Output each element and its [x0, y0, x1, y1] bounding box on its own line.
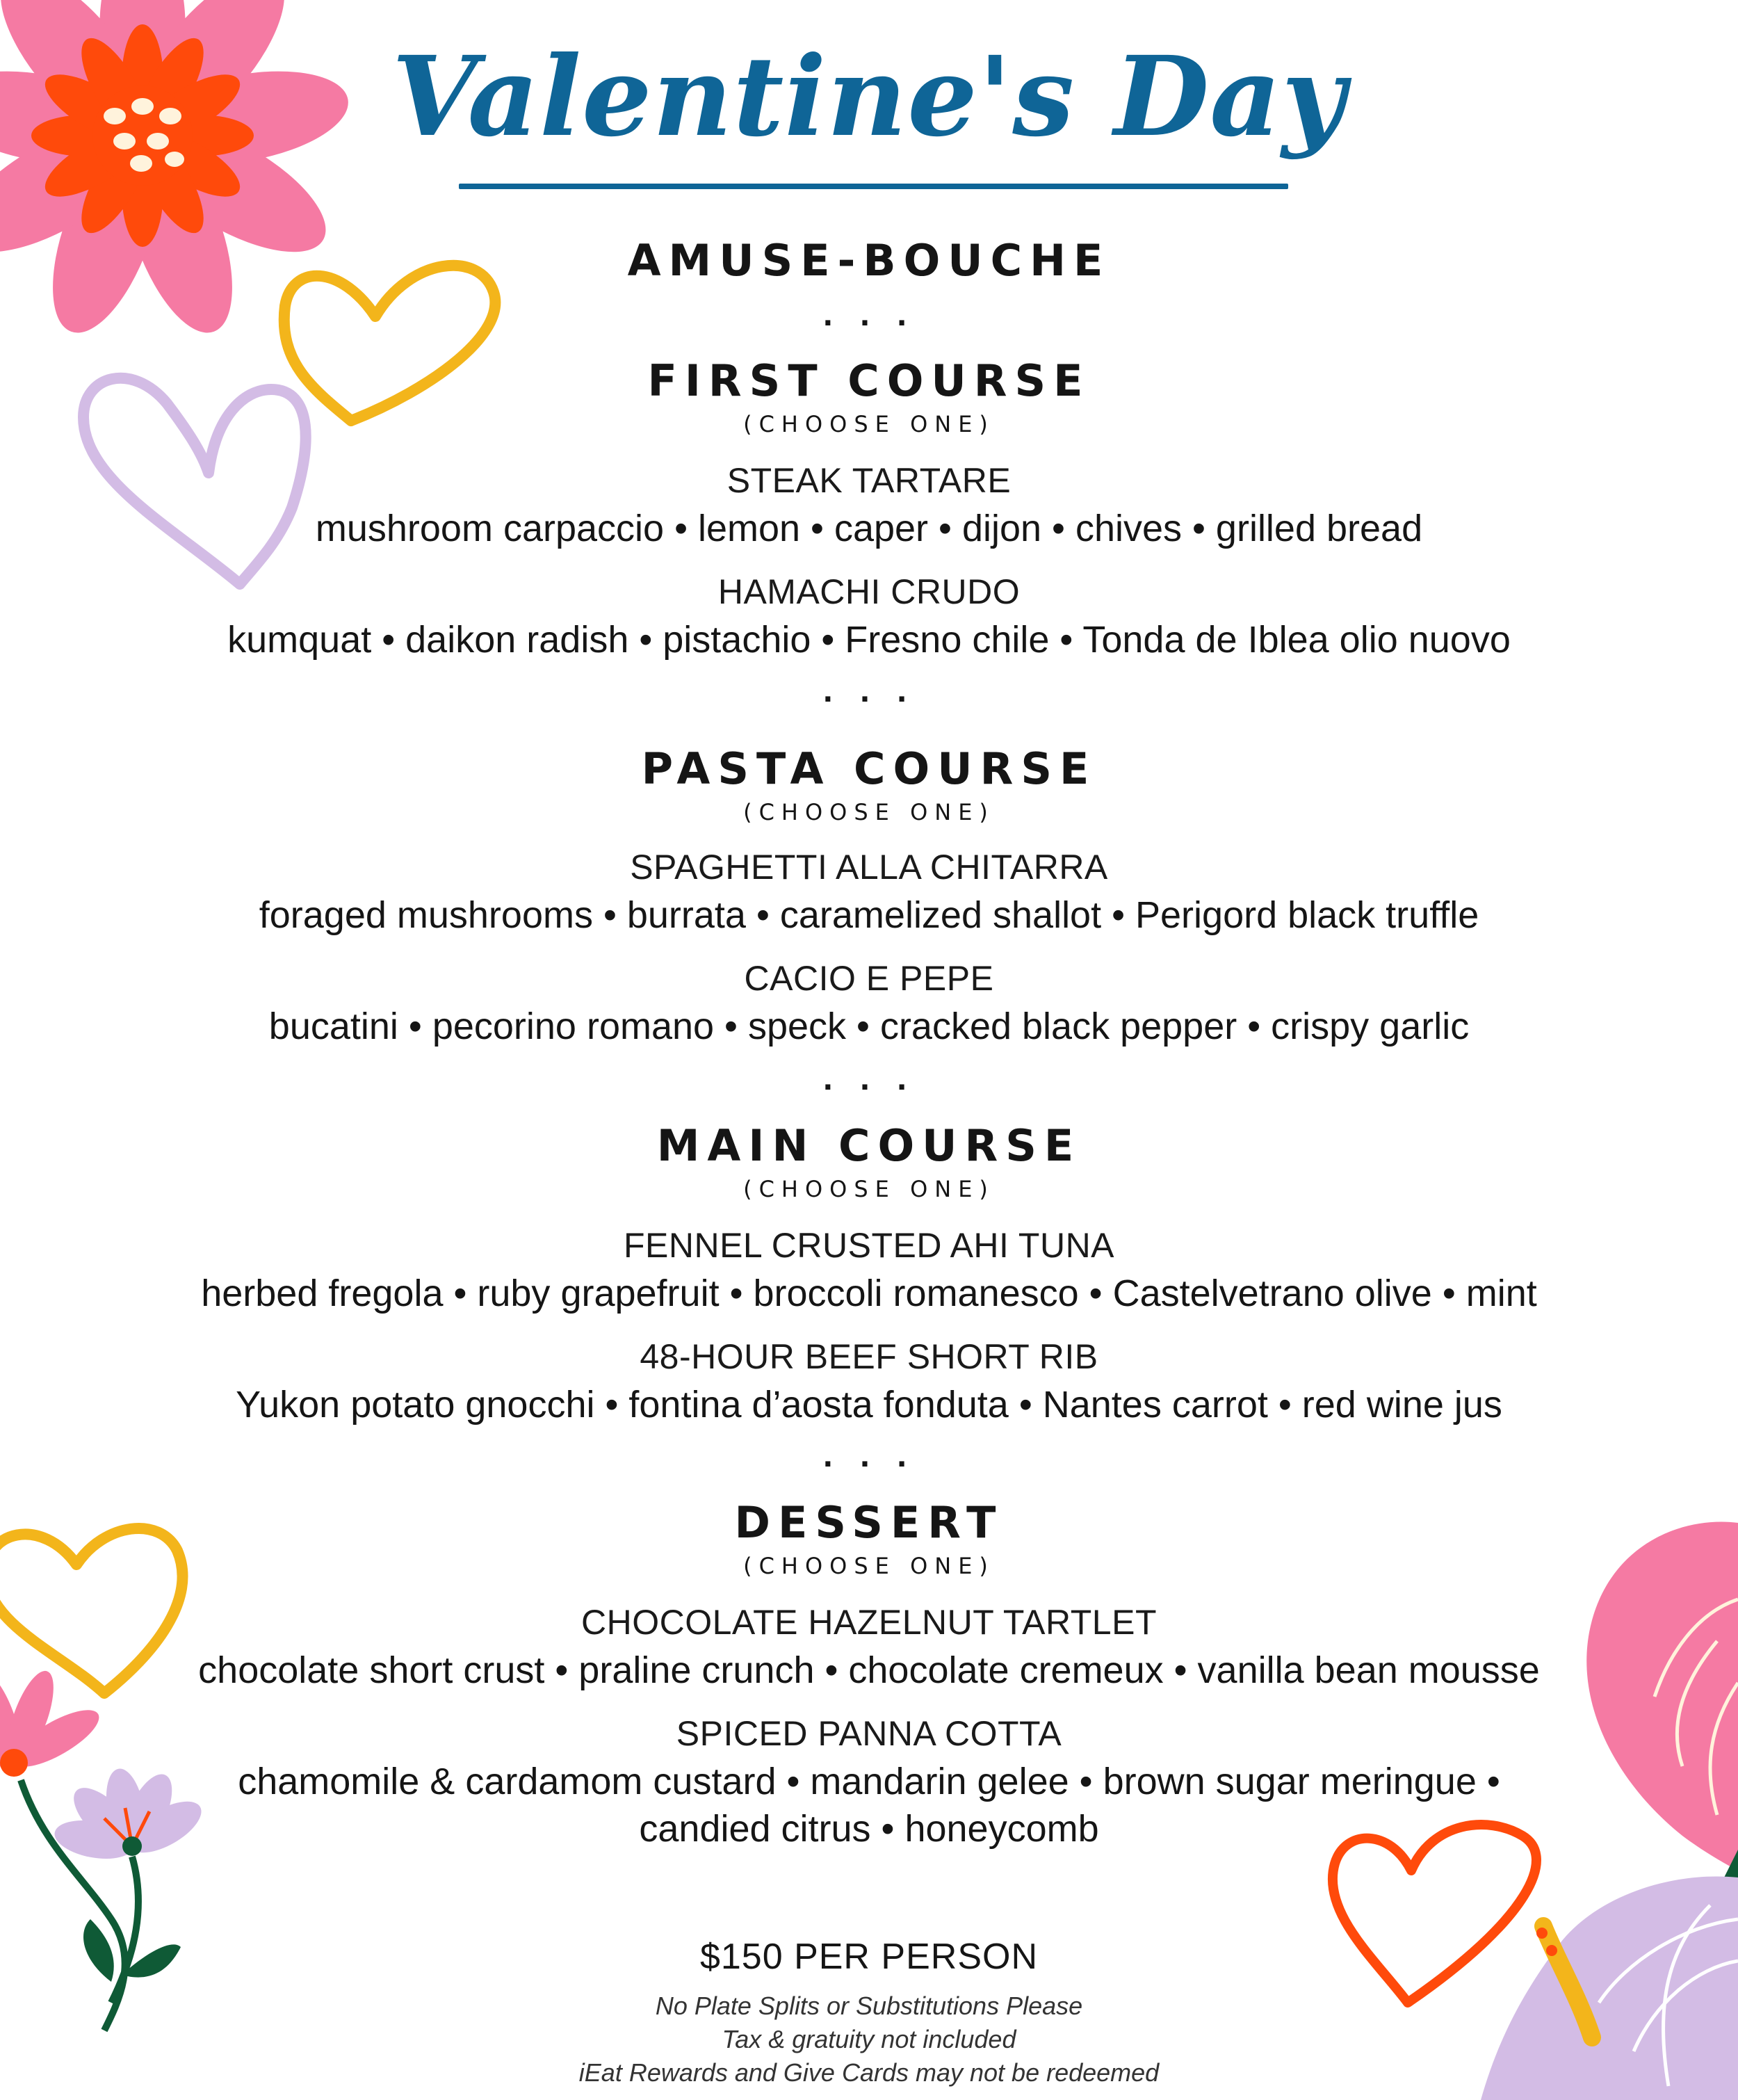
dish-description: Yukon potato gnocchi • fontina d’aosta fonduta • Nantes carrot • red wine jus — [236, 1384, 1502, 1425]
section-separator: . . . — [822, 677, 916, 709]
price: $150 PER PERSON — [699, 1937, 1039, 1977]
dish-description: foraged mushrooms • burrata • caramelized shallot • Perigord black truffle — [259, 894, 1479, 936]
section-heading-pasta-course: PASTA COURSE — [641, 743, 1097, 794]
section-subheading-first-course: (CHOOSE ONE) — [743, 411, 995, 437]
dish-description: chocolate short crust • praline crunch • chocolate cremeux • vanilla bean mousse — [198, 1649, 1540, 1691]
dish-description-continued: candied citrus • honeycomb — [639, 1808, 1099, 1850]
section-subheading-dessert: (CHOOSE ONE) — [743, 1553, 995, 1579]
dish-name: HAMACHI CRUDO — [717, 572, 1021, 611]
dish-name: 48-HOUR BEEF SHORT RIB — [640, 1337, 1098, 1376]
title-underline — [459, 184, 1288, 189]
dish-description: bucatini • pecorino romano • speck • cracked black pepper • crispy garlic — [268, 1005, 1470, 1047]
dish-description: chamomile & cardamom custard • mandarin gelee • brown sugar meringue • — [238, 1761, 1500, 1802]
dish-name: SPAGHETTI ALLA CHITARRA — [630, 848, 1108, 887]
dish-description: mushroom carpaccio • lemon • caper • dijon • chives • grilled bread — [315, 508, 1423, 549]
dish-name: CHOCOLATE HAZELNUT TARTLET — [581, 1603, 1157, 1642]
dish-description: kumquat • daikon radish • pistachio • Fresno chile • Tonda de Iblea olio nuovo — [227, 619, 1511, 661]
dish-name: STEAK TARTARE — [726, 461, 1012, 500]
dish-name: SPICED PANNA COTTA — [676, 1714, 1062, 1753]
note-line: Tax & gratuity not included — [722, 2025, 1016, 2053]
dish-name: FENNEL CRUSTED AHI TUNA — [623, 1226, 1115, 1265]
section-separator: . . . — [822, 1065, 916, 1097]
section-separator: . . . — [822, 1441, 916, 1473]
section-heading-dessert: DESSERT — [734, 1497, 1004, 1548]
section-heading-main-course: MAIN COURSE — [656, 1120, 1082, 1171]
note-line: No Plate Splits or Substitutions Please — [655, 1992, 1083, 2020]
section-heading-amuse-bouche: AMUSE-BOUCHE — [627, 235, 1111, 286]
note-line: iEat Rewards and Give Cards may not be redeemed — [578, 2058, 1160, 2087]
menu-title: Valentine's Day — [391, 33, 1347, 161]
dish-description: herbed fregola • ruby grapefruit • broccoli romanesco • Castelvetrano olive • mint — [201, 1273, 1537, 1314]
section-heading-first-course: FIRST COURSE — [647, 355, 1091, 406]
section-subheading-pasta-course: (CHOOSE ONE) — [743, 799, 995, 825]
section-separator: . . . — [822, 300, 916, 332]
dish-name: CACIO E PEPE — [744, 959, 994, 998]
section-subheading-main-course: (CHOOSE ONE) — [743, 1176, 995, 1202]
